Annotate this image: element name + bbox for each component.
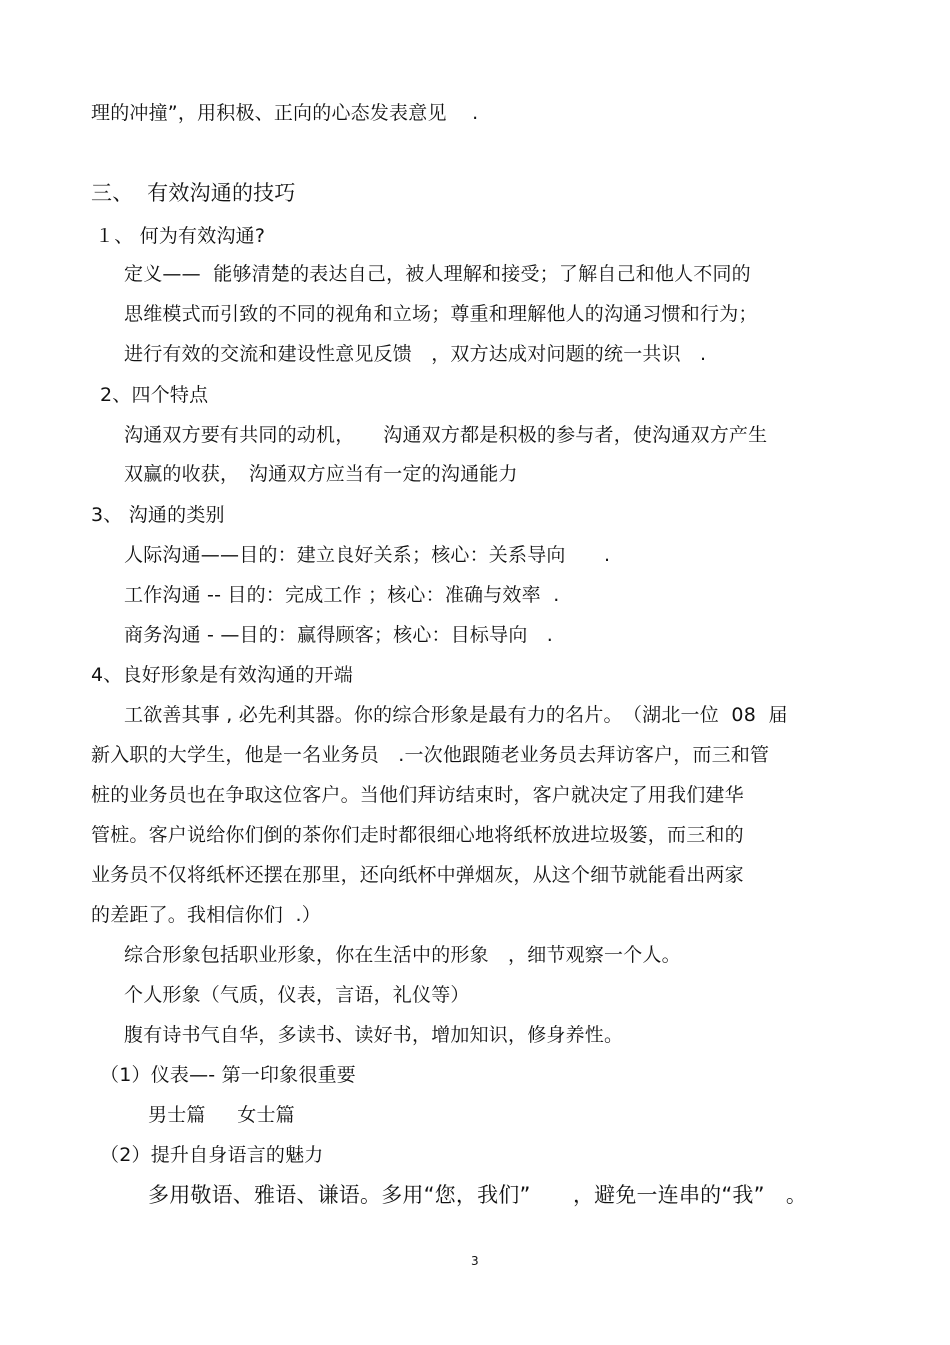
text-line: 思维模式而引致的不同的视角和立场；尊重和理解他人的沟通习惯和行为；: [124, 303, 758, 325]
text-line: 业务员不仅将纸杯还摆在那里，还向纸杯中弹烟灰，从这个细节就能看出两家: [91, 864, 744, 886]
page-number: 3: [471, 1254, 479, 1268]
text-line: 桩的业务员也在争取这位客户。当他们拜访结束时，客户就决定了用我们建华: [91, 784, 744, 806]
text-line: 工欲善其事 , 必先利其器。你的综合形象是最有力的名片。 （湖北一位 08 届: [124, 704, 788, 726]
subheading: 4、良好形象是有效沟通的开端: [91, 664, 353, 686]
text-line: 新入职的大学生，他是一名业务员 .一次他跟随老业务员去拜访客户，而三和管: [91, 744, 770, 766]
subheading: 3、 沟通的类别: [91, 504, 225, 526]
section-heading: 三、 有效沟通的技巧: [91, 181, 296, 205]
text-line: 腹有诗书气自华，多读书、读好书，增加知识，修身养性。: [124, 1024, 624, 1046]
subheading: （2）提升自身语言的魅力: [100, 1144, 324, 1166]
text-line: 多用敬语、雅语、谦语。多用“您，我们” ，避免一连串的“我” 。: [148, 1183, 808, 1207]
text-line: 的差距了。我相信你们 .）: [91, 904, 321, 926]
text-line: 沟通双方要有共同的动机， 沟通双方都是积极的参与者，使沟通双方产生: [124, 424, 768, 446]
text-line: 人际沟通——目的：建立良好关系；核心：关系导向 .: [124, 544, 611, 566]
text-line: 工作沟通 -- 目的：完成工作 ；核心：准确与效率 .: [124, 584, 560, 606]
text-line: 综合形象包括职业形象，你在生活中的形象 ，细节观察一个人。: [124, 944, 681, 966]
subheading: （1）仪表—- 第一印象很重要: [100, 1064, 356, 1086]
text-line: 定义—— 能够清楚的表达自己，被人理解和接受；了解自己和他人不同的: [124, 263, 751, 285]
text-line: 进行有效的交流和建设性意见反馈 ，双方达成对问题的统一共识 .: [124, 343, 707, 365]
text-line: 商务沟通 - —目的：赢得顾客；核心：目标导向 .: [124, 624, 553, 646]
subheading: １、 何为有效沟通?: [95, 225, 266, 247]
subheading: 2、四个特点: [100, 384, 209, 406]
text-line: 双赢的收获， 沟通双方应当有一定的沟通能力: [124, 463, 518, 485]
text-line: 个人形象（气质，仪表，言语，礼仪等）: [124, 984, 470, 1006]
text-line: 男士篇 女士篇: [148, 1104, 295, 1126]
text-line: 管桩。客户说给你们倒的茶你们走时都很细心地将纸杯放进垃圾篓，而三和的: [91, 824, 744, 846]
text-line: 理的冲撞”，用积极、正向的心态发表意见 .: [91, 102, 479, 124]
